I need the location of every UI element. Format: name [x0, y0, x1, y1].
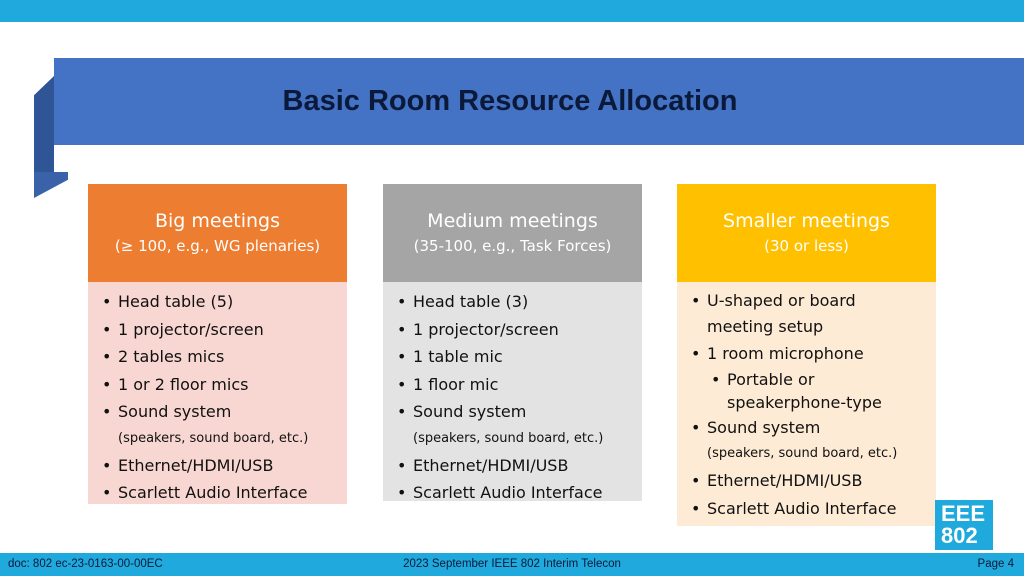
title-banner — [54, 58, 1024, 145]
list-item: • Scarlett Audio Interface — [100, 479, 339, 507]
column-body — [677, 282, 936, 526]
list-item-note: (speakers, sound board, etc.) — [118, 430, 309, 446]
slide-title: Basic Room Resource Allocation — [282, 85, 738, 117]
nested-list-item: • Portable or — [689, 368, 928, 391]
footer-bar — [0, 553, 1024, 576]
list-item: • 2 tables mics — [100, 343, 339, 371]
logo-line-1: EEE — [941, 501, 986, 526]
list-item: • Sound system — [689, 414, 928, 442]
column-medium-meetings — [383, 184, 642, 501]
list-item: • 1 room microphone — [689, 340, 928, 368]
column-subtitle: (35-100, e.g., Task Forces) — [413, 237, 612, 255]
column-header — [88, 184, 347, 282]
footer-event: 2023 September IEEE 802 Interim Telecon — [403, 558, 621, 570]
list-item: • 1 floor mic — [395, 371, 634, 399]
column-body — [88, 282, 347, 504]
column-big-meetings — [88, 184, 347, 504]
top-accent-bar — [0, 0, 1024, 22]
list-item: • Sound system — [100, 398, 339, 426]
resource-list — [689, 288, 928, 522]
list-item: • Sound system — [395, 398, 634, 426]
list-item-continuation: meeting setup — [707, 317, 824, 336]
list-item: • Ethernet/HDMI/USB — [689, 467, 928, 495]
nested-list-item-continuation: speakerphone-type — [727, 392, 882, 412]
list-item: • Ethernet/HDMI/USB — [395, 452, 634, 480]
list-item-note: (speakers, sound board, etc.) — [707, 446, 898, 461]
list-item: • 1 or 2 floor mics — [100, 371, 339, 399]
list-item: • 1 projector/screen — [395, 316, 634, 344]
resource-list — [100, 288, 339, 507]
resource-list — [395, 288, 634, 507]
footer-page-number: Page 4 — [977, 558, 1014, 570]
column-subtitle: (≥ 100, e.g., WG plenaries) — [114, 237, 321, 255]
logo-line-2: 802 — [941, 523, 978, 548]
column-subtitle: (30 or less) — [764, 237, 849, 255]
list-item: • Ethernet/HDMI/USB — [100, 452, 339, 480]
list-item: • Head table (3) — [395, 288, 634, 316]
column-body — [383, 282, 642, 501]
column-smaller-meetings — [677, 184, 936, 526]
column-title: Big meetings — [154, 210, 281, 232]
list-item: • U-shaped or board — [689, 288, 928, 314]
list-item: • 1 projector/screen — [100, 316, 339, 344]
ieee-802-logo — [935, 500, 993, 550]
column-title: Smaller meetings — [723, 210, 890, 232]
list-item: • Scarlett Audio Interface — [395, 479, 634, 507]
list-item: • Scarlett Audio Interface — [689, 495, 928, 523]
list-item: • 1 table mic — [395, 343, 634, 371]
list-item-note: (speakers, sound board, etc.) — [413, 430, 604, 446]
column-header — [383, 184, 642, 282]
list-item: • Head table (5) — [100, 288, 339, 316]
title-decoration-side — [34, 76, 54, 172]
title-decoration-fold — [34, 172, 68, 198]
column-title: Medium meetings — [427, 210, 598, 232]
footer-doc-id: doc: 802 ec-23-0163-00-00EC — [8, 558, 163, 570]
column-header — [677, 184, 936, 282]
